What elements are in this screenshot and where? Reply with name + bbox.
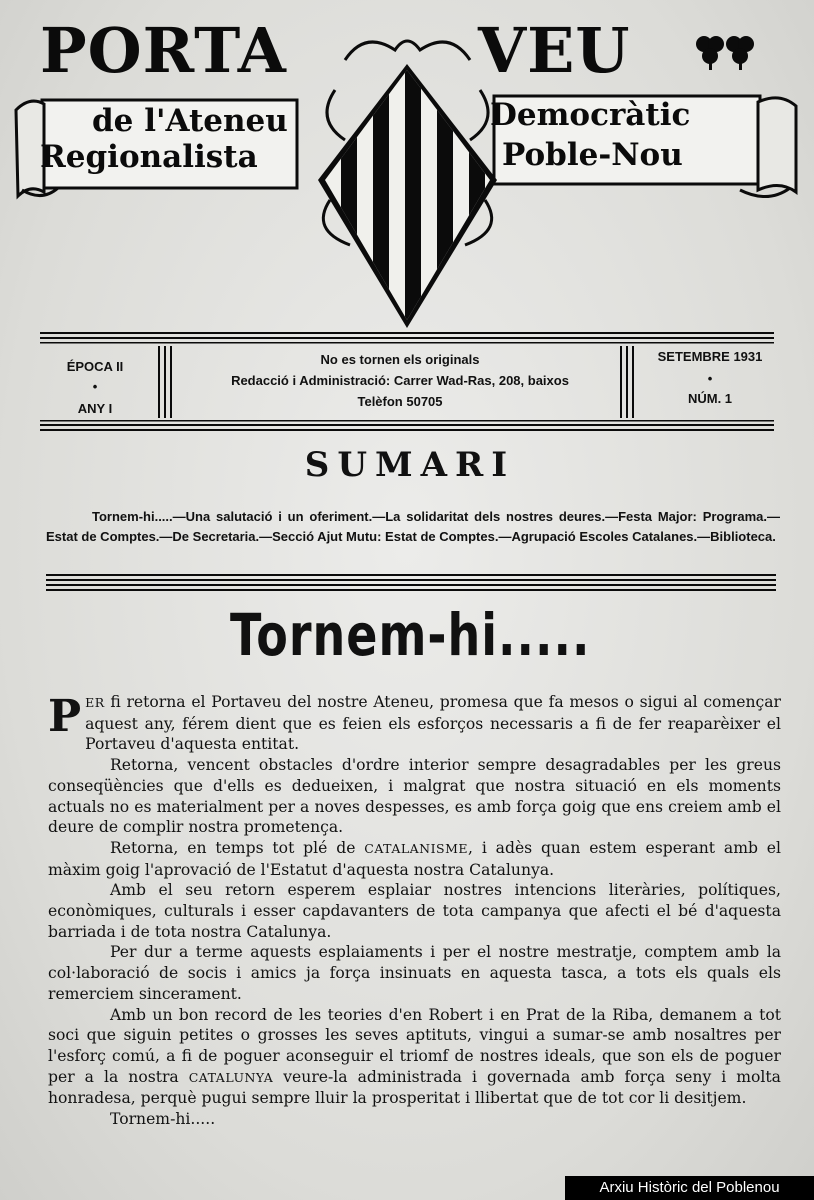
epoca-label: ÉPOCA II bbox=[66, 359, 124, 374]
article-paragraph: Retorna, en temps tot plé de CATALANISME, i adès quan estem esperant amb el màxim goig l'aprovació de l'Estatut d'aquesta nostra Catalunya. bbox=[48, 838, 782, 879]
originals-notice: No es tornen els originals bbox=[320, 352, 480, 367]
clover-ornament-icon bbox=[690, 30, 760, 74]
banner-left-line1: de l'Ateneu bbox=[92, 103, 288, 139]
masthead-title-right: VEU bbox=[478, 14, 631, 87]
phone-line: Telèfon 50705 bbox=[357, 394, 443, 409]
article-paragraph: Retorna, vencent obstacles d'ordre interior sempre desagradables per les greus conseqüències que d'ells es dedueixen, i malgrat que nostra situació en els moments actuals no es materialment per a noves despesses, es amb força goig que ens creiem amb el deure de complir nostra prometença. bbox=[48, 756, 781, 837]
sumari-contents: Tornem-hi.....—Una salutació i un oferiment.—La solidaritat dels nostres deures.—Festa Major: Programa.—Estat de Comptes.—De Secretaria.—Secció Ajut Mutu: Estat de Comptes.—Agrupació Escoles Catalanes.—Biblioteca. bbox=[46, 509, 780, 544]
any-label: ANY I bbox=[77, 401, 113, 416]
catalan-shield-icon bbox=[305, 30, 510, 330]
banner-right-line2: Poble-Nou bbox=[502, 137, 683, 173]
article-title: Tornem-hi..... bbox=[230, 601, 591, 669]
banner-right-line1: Democràtic bbox=[490, 97, 691, 133]
article-closing: Tornem-hi..... bbox=[110, 1110, 216, 1129]
section-divider bbox=[46, 574, 776, 596]
drop-cap: P bbox=[48, 691, 82, 742]
masthead-title-left: PORTA bbox=[40, 14, 287, 87]
sumari-title: SUMARI bbox=[304, 445, 516, 485]
separator-dot: • bbox=[707, 371, 713, 386]
article-paragraph: Amb un bon record de les teories d'en Robert i en Prat de la Riba, demanem a tot soci que siguin petites o grosses les seves aptituts, vingui a sumar-se amb nosaltres per l'esforç comú, a fi de poguer aconseguir el triomf de nostres ideals, que son els de poguer per a la nostra CATALUNYA veure-la administrada i governada amb força seny i molta honradesa, perquè pugui sempre lluir la prosperitat i llibertat que de tot cor li desitjem. bbox=[48, 1005, 781, 1108]
banner-left-line2: Regionalista bbox=[40, 139, 258, 175]
archive-watermark-label: Arxiu Històric del Poblenou bbox=[565, 1176, 814, 1200]
issue-date: SETEMBRE 1931 bbox=[657, 349, 763, 364]
issue-number: NÚM. 1 bbox=[687, 391, 733, 406]
address-line: Redacció i Administració: Carrer Wad-Ras, 208, baixos bbox=[231, 373, 569, 388]
article-paragraph: PER fi retorna el Portaveu del nostre Ateneu, promesa que fa mesos o sigui al començar aquest any, férem dient que es feien els esforços necessaris a fi de fer reaparèixer el Portaveu d'aquesta entitat. bbox=[48, 691, 781, 754]
article-paragraph: Per dur a terme aquests esplaiaments i per el nostre mestratje, comptem amb la col·laboració de socis i amics ja força insinuats en aquesta tasca, a tots els quals els remerciem sincerament. bbox=[48, 943, 781, 1003]
article-body bbox=[48, 692, 781, 1130]
article-paragraph: Amb el seu retorn esperem esplaiar nostres intencions literàries, polítiques, econòmiques, culturals i esser capdavanters de tota campanya que afecti el bé d'aquesta barriada i de tota nostra Catalunya. bbox=[48, 881, 781, 941]
separator-dot: • bbox=[92, 379, 98, 394]
